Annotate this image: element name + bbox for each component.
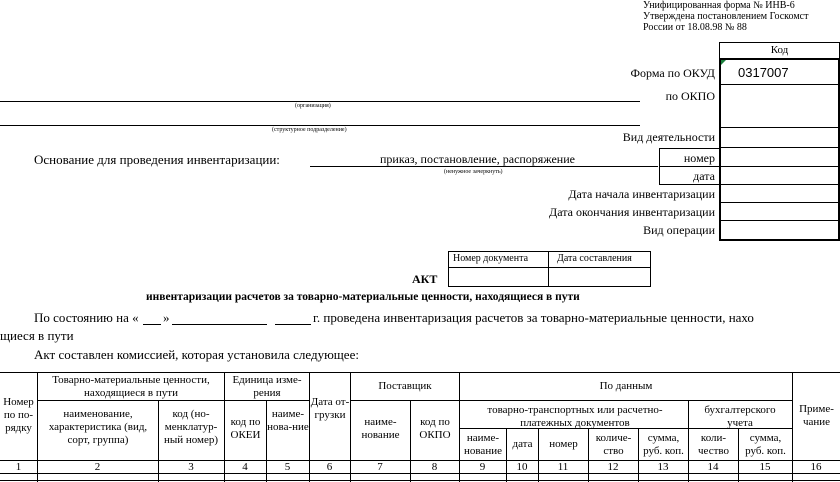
commission-line: Акт составлен комиссией, которая установила следующее:	[34, 347, 359, 362]
state-sentence-cont: щиеся в пути	[0, 328, 74, 343]
code-header-label: Код	[770, 44, 789, 56]
col-goods-header: Товарно-материальные ценности, находящиеся в пути	[52, 374, 210, 399]
col-supplier-okpo-header: код по ОКПО	[419, 416, 451, 441]
operation-label: Вид операции	[643, 223, 715, 237]
act-title: АКТ	[412, 272, 438, 286]
okud-code-value[interactable]: 0317007	[738, 65, 789, 80]
col-supplier-header: Поставщик	[378, 380, 432, 392]
doc-number-header: Номер документа	[453, 253, 529, 264]
col-number-14: 14	[707, 461, 719, 473]
col-number-header: Номер по по-рядку	[3, 396, 34, 434]
col-unit-header: Единица изме-рения	[232, 374, 302, 399]
state-month-field[interactable]	[172, 324, 267, 325]
state-day-field[interactable]	[143, 324, 161, 325]
col-doc-qty-header: количе-ство	[595, 432, 632, 457]
order-number-label: номер	[683, 151, 715, 165]
state-date-quote: »	[163, 310, 170, 325]
order-date-label: дата	[693, 169, 715, 183]
okud-label: Форма по ОКУД	[630, 66, 715, 80]
col-accounting-header: бухгалтерского учета	[704, 404, 776, 429]
col-number-5: 5	[284, 461, 291, 473]
col-number-6: 6	[326, 461, 333, 473]
code-header-cell	[719, 42, 840, 59]
col-doc-date-header: дата	[512, 438, 533, 450]
organization-field[interactable]	[0, 101, 640, 102]
col-number-3: 3	[188, 461, 194, 473]
col-number-13: 13	[657, 461, 669, 473]
col-note-header: Приме-чание	[799, 403, 834, 428]
basis-label: Основание для проведения инвентаризации:	[34, 152, 280, 167]
activity-label: Вид деятельности	[622, 130, 715, 144]
col-supplier-name-header: наиме-нование	[361, 416, 400, 441]
col-doc-num-header: номер	[549, 438, 578, 450]
approval-line: Утверждена постановлением Госкомст	[643, 11, 809, 22]
col-number-7: 7	[377, 461, 383, 473]
state-year-field[interactable]	[275, 324, 311, 325]
department-caption: (структурное подразделение)	[272, 127, 347, 133]
end-date-label: Дата окончания инвентаризации	[549, 205, 715, 219]
start-date-label: Дата начала инвентаризации	[568, 187, 715, 201]
cell-marker-icon	[721, 60, 726, 65]
col-doc-sum-header: сумма, руб. коп.	[643, 432, 684, 457]
col-doc-name-header: наиме-нование	[464, 432, 502, 457]
col-goods-code-header: код (но-менклатур-ный номер)	[163, 408, 219, 446]
col-number-11: 11	[557, 461, 569, 473]
col-goods-name-header: наименование, характеристика (вид, сорт, группа)	[48, 408, 148, 446]
col-unit-name-header: наиме-нова-ние	[267, 408, 309, 433]
code-column	[719, 58, 840, 241]
department-field[interactable]	[0, 125, 640, 126]
col-number-12: 12	[607, 461, 619, 473]
col-number-9: 9	[479, 461, 486, 473]
doc-date-header: Дата составления	[557, 253, 632, 264]
col-ship-date-header: Дата от-грузки	[310, 396, 350, 421]
col-transport-docs-header: товарно-транспортных или расчетно-платежных документов	[487, 404, 663, 429]
col-by-data-header: По данным	[599, 380, 653, 392]
basis-value[interactable]: приказ, постановление, распоряжение	[380, 152, 575, 166]
col-number-8: 8	[431, 461, 438, 473]
approval-date-line: России от 18.08.98 № 88	[643, 22, 747, 33]
col-number-1: 1	[15, 461, 22, 473]
col-unit-okei-header: код по ОКЕИ	[230, 416, 261, 441]
basis-caption: (ненужное зачеркнуть)	[444, 169, 503, 175]
inventory-table	[0, 372, 840, 482]
col-acc-qty-header: коли-чество	[698, 432, 729, 457]
state-sentence: г. проведена инвентаризация расчетов за товарно-материальные ценности, нахо	[313, 310, 754, 325]
col-acc-sum-header: сумма, руб. коп.	[745, 432, 786, 457]
col-number-10: 10	[516, 461, 528, 473]
act-subtitle: инвентаризации расчетов за товарно-материальные ценности, находящиеся в пути	[146, 291, 580, 303]
col-number-16: 16	[810, 461, 822, 473]
col-number-2: 2	[94, 461, 101, 473]
okpo-label: по ОКПО	[665, 89, 715, 103]
form-number: Унифицированная форма № ИНВ-6	[643, 0, 795, 11]
col-number-15: 15	[759, 461, 771, 473]
state-date-prefix: По состоянию на «	[34, 310, 139, 325]
col-number-4: 4	[242, 461, 248, 473]
organization-caption: (организация)	[295, 103, 331, 109]
